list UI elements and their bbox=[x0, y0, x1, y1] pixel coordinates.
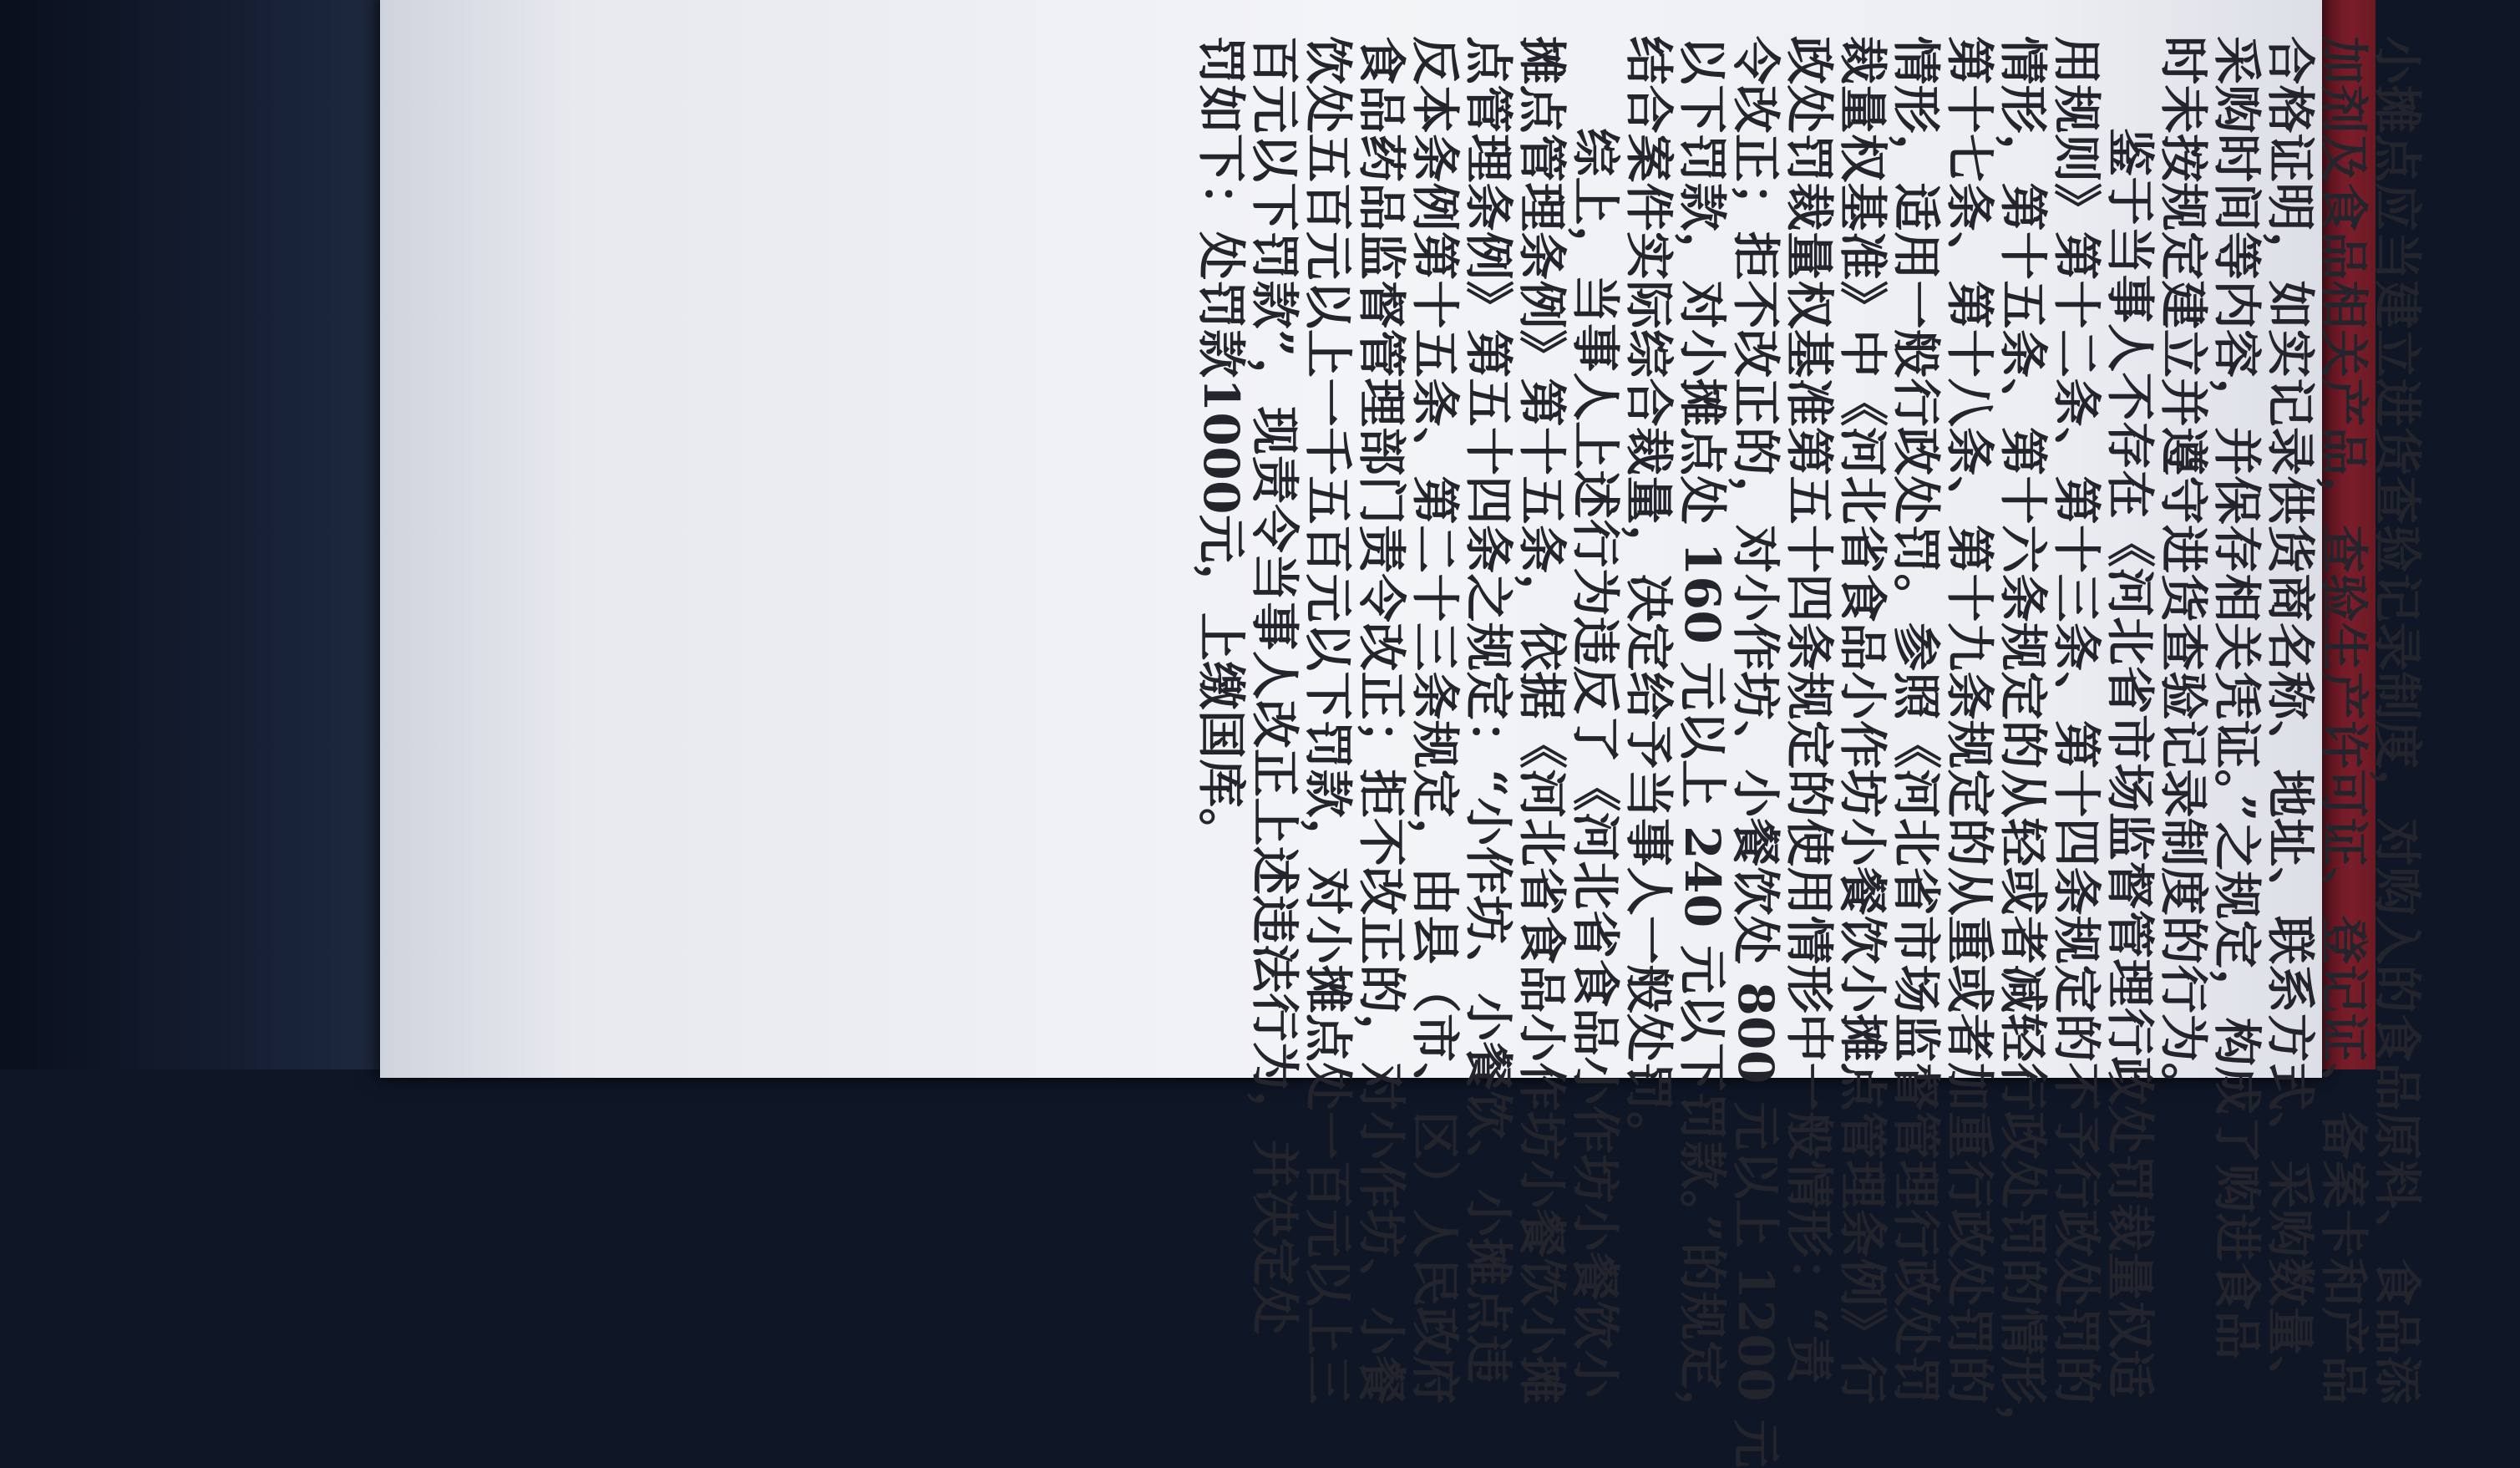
text-line: 用规则》第十二条、第十三条、第十四条规定的不予行政处罚的 bbox=[2048, 36, 2105, 1405]
text-line: 食品药品监督管理部门责令改正；拒不改正的，对小作坊、小餐 bbox=[1353, 36, 1410, 1405]
text-line: 政处罚裁量权基准第五十四条规定的使用情形中一般情形：“责 bbox=[1781, 36, 1838, 1384]
text-line: 令改正；拒不改正的，对小作坊、小餐饮处 800 元以上 1200 元 bbox=[1727, 36, 1784, 1468]
text-line: 百元以下罚款”，现责令当事人改正上述违法行为，并决定处 bbox=[1246, 36, 1303, 1335]
document-body bbox=[1193, 36, 2426, 1468]
text-line: 结合案件实际综合裁量，决定给予当事人一般处罚。 bbox=[1620, 36, 1677, 1161]
text-line: 小摊点应当建立进货查验记录制度，对购入的食品原料、食品添 bbox=[2369, 36, 2426, 1405]
text-line: 裁量权基准》中《河北省食品小作坊小餐饮小摊点管理条例》行 bbox=[1834, 36, 1891, 1405]
text-line: 罚如下：处罚款1000元，上缴国库。 bbox=[1193, 36, 1250, 857]
paper-sheet bbox=[380, 0, 2426, 1468]
text-line: 时未按规定建立并遵守进货查验记录制度的行为。 bbox=[2155, 36, 2212, 1112]
text-line: 以下罚款，对小摊点处 160 元以上 240 元以下罚款。”的规定， bbox=[1674, 36, 1731, 1439]
document-page bbox=[599, 7, 2520, 1468]
paragraph bbox=[1193, 36, 1624, 1405]
text-line: 合格证明，如实记录供货商名称、地址、联系方式、采购数量、 bbox=[2262, 36, 2319, 1405]
text-line: 饮处五百元以上一千五百元以下罚款，对小摊点处一百元以上三 bbox=[1300, 36, 1356, 1405]
dark-background bbox=[0, 0, 393, 1069]
text-line: 采购时间等内容，并保存相关凭证。”之规定，构成了购进食品 bbox=[2208, 36, 2265, 1360]
text-line: 情形，第十五条、第十六条规定的从轻或者减轻行政处罚的情形， bbox=[1995, 36, 2051, 1454]
text-line: 加剂及食品相关产品，查验生产许可证、登记证、备案卡和产品 bbox=[2315, 36, 2372, 1405]
text-line: 点管理条例》第五十四条之规定：“小作坊、小餐饮、小摊点违 bbox=[1460, 36, 1517, 1384]
text-line: 鉴于当事人不存在《河北省市场监督管理行政处罚裁量权适 bbox=[2102, 128, 2158, 1399]
text-line: 综上，当事人上述行为违反了《河北省食品小作坊小餐饮小 bbox=[1567, 128, 1624, 1399]
paragraph bbox=[2155, 36, 2426, 1405]
text-line: 情形，适用一般行政处罚。参照《河北省市场监督管理行政处罚 bbox=[1888, 36, 1945, 1405]
paragraph bbox=[1620, 36, 2158, 1468]
text-line: 反本条例第十五条、第二十三条规定，由县（市、区）人民政府 bbox=[1407, 36, 1463, 1405]
text-line: 摊点管理条例》第十五条，依据《河北省食品小作坊小餐饮小摊 bbox=[1514, 36, 1570, 1405]
text-line: 第十七条、第十八条、第十九条规定的从重或者加重行政处罚的 bbox=[1941, 36, 1998, 1405]
